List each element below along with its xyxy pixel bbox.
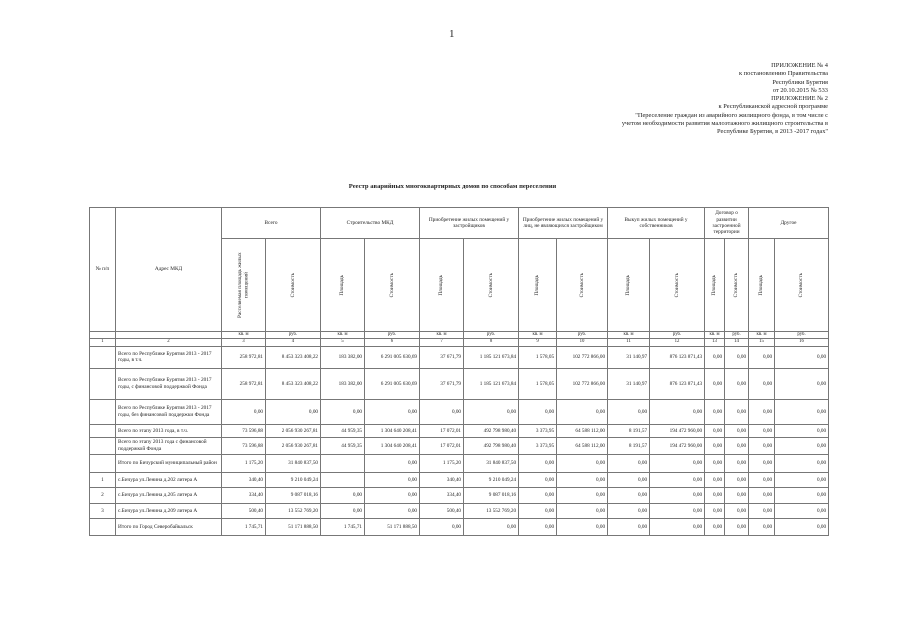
value-cell: 0,00 [464, 399, 519, 424]
value-cell: 0,00 [749, 454, 775, 472]
value-cell: 334,40 [222, 487, 266, 503]
subheader-area-label: Площадь [534, 274, 541, 296]
value-cell: 0,00 [775, 503, 829, 518]
value-cell: 0,00 [775, 437, 829, 454]
row-address: Всего по Республике Бурятия 2013 - 2017 годы, без финансовой поддержки Фонда [116, 399, 222, 424]
subheader-cost-label: Стоимость [673, 272, 680, 298]
value-cell: 1 578,05 [519, 346, 557, 368]
column-number-cell: 3 [222, 339, 266, 346]
value-cell: 876 123 871,43 [650, 346, 705, 368]
value-cell: 0,00 [705, 472, 725, 487]
column-number-cell: 13 [705, 339, 725, 346]
value-cell: 0,00 [775, 424, 829, 437]
table-row [90, 487, 829, 503]
value-cell: 3 373,95 [519, 437, 557, 454]
subheader-area-label: Площадь [758, 274, 765, 296]
unit-cell: руб. [557, 332, 608, 339]
subheader-cost [650, 239, 705, 332]
column-number-cell: 12 [650, 339, 705, 346]
row-index [90, 368, 116, 399]
value-cell: 0,00 [608, 518, 650, 535]
column-number-cell: 11 [608, 339, 650, 346]
value-cell: 0,00 [365, 454, 420, 472]
value-cell: 492 798 980,40 [464, 424, 519, 437]
header-line: к Республиканской адресной программе [718, 103, 828, 111]
table-row [90, 346, 829, 368]
value-cell: 876 123 871,43 [650, 368, 705, 399]
value-cell: 8 453 323 408,22 [266, 346, 321, 368]
value-cell: 0,00 [365, 472, 420, 487]
value-cell: 37 671,79 [420, 368, 464, 399]
value-cell: 0,00 [705, 518, 725, 535]
value-cell: 8 453 323 408,22 [266, 368, 321, 399]
column-header-address: Адрес МКД [116, 208, 222, 332]
value-cell: 0,00 [266, 399, 321, 424]
subheader-cost-label: Стоимость [798, 272, 805, 298]
value-cell: 0,00 [608, 399, 650, 424]
unit-cell: кв. м [321, 332, 365, 339]
header-line: к постановлению Правительства [738, 70, 828, 78]
row-address: с.Бичура ул.Ленина д.202 литера А [116, 472, 222, 487]
column-number-row [90, 339, 829, 346]
value-cell: 1 304 640 208,41 [365, 437, 420, 454]
subheader-cost-label: Стоимость [578, 272, 585, 298]
value-cell: 73 596,88 [222, 437, 266, 454]
value-cell: 3 373,95 [519, 424, 557, 437]
value-cell: 1 578,05 [519, 368, 557, 399]
subheader-cost-label: Стоимость [289, 272, 296, 298]
document-title: Реестр аварийных многоквартирных домов по способам переселения [348, 183, 557, 190]
header-line: учетом необходимости развития малоэтажного жилищного строительства в [621, 120, 828, 128]
row-index: 3 [90, 503, 116, 518]
value-cell: 0,00 [519, 503, 557, 518]
value-cell: 492 798 980,40 [464, 437, 519, 454]
table-row [90, 454, 829, 472]
value-cell: 1 175,20 [420, 454, 464, 472]
value-cell: 0,00 [725, 518, 749, 535]
value-cell: 2 056 930 267,81 [266, 424, 321, 437]
value-cell: 0,00 [775, 368, 829, 399]
header-line: Республике Бурятия, в 2013 -2017 годах" [717, 128, 828, 136]
value-cell: 0,00 [725, 437, 749, 454]
value-cell: 334,40 [420, 487, 464, 503]
table-row [90, 368, 829, 399]
row-index: 1 [90, 472, 116, 487]
value-cell: 0,00 [557, 487, 608, 503]
header-line: ПРИЛОЖЕНИЕ № 2 [771, 95, 828, 103]
page-number: 1 [449, 28, 455, 40]
value-cell: 0,00 [420, 399, 464, 424]
value-cell: 183 382,00 [321, 368, 365, 399]
row-index [90, 399, 116, 424]
value-cell: 0,00 [365, 399, 420, 424]
value-cell: 0,00 [775, 487, 829, 503]
value-cell: 0,00 [365, 503, 420, 518]
subheader-cost-label: Стоимость [733, 272, 740, 298]
value-cell: 0,00 [464, 518, 519, 535]
table-row [90, 503, 829, 518]
header-line: "Переселение граждан из аварийного жилищного фонда, в том числе с [635, 111, 828, 119]
approval-header [528, 62, 828, 137]
row-index [90, 424, 116, 437]
subheader-area-label: Площадь [438, 274, 445, 296]
value-cell: 0,00 [557, 518, 608, 535]
value-cell: 0,00 [705, 424, 725, 437]
value-cell: 0,00 [420, 518, 464, 535]
subheader-cost [266, 239, 321, 332]
value-cell: 0,00 [725, 399, 749, 424]
subheader-area [608, 239, 650, 332]
value-cell: 0,00 [519, 487, 557, 503]
value-cell: 102 772 866,00 [557, 346, 608, 368]
row-address: Всего по Республике Бурятия 2013 - 2017 годы, с финансовой поддержкой Фонда [116, 368, 222, 399]
table-row [90, 518, 829, 535]
row-index: 2 [90, 487, 116, 503]
value-cell: 183 382,00 [321, 346, 365, 368]
header-line: от 20.10.2015 № 533 [772, 86, 828, 94]
value-cell: 0,00 [557, 472, 608, 487]
value-cell: 500,40 [222, 503, 266, 518]
group-header-buyout: Выкуп жилых помещений у собственников [608, 208, 705, 239]
unit-cell: руб. [775, 332, 829, 339]
unit-cell: руб. [464, 332, 519, 339]
subheader-area [749, 239, 775, 332]
value-cell: 1 745,71 [321, 518, 365, 535]
value-cell: 258 972,81 [222, 368, 266, 399]
value-cell: 51 171 888,50 [266, 518, 321, 535]
value-cell: 0,00 [749, 346, 775, 368]
unit-cell: кв. м [749, 332, 775, 339]
value-cell: 0,00 [749, 368, 775, 399]
unit-cell: кв. м [420, 332, 464, 339]
value-cell: 1 185 121 673,84 [464, 368, 519, 399]
value-cell: 1 175,20 [222, 454, 266, 472]
unit-cell: руб. [725, 332, 749, 339]
subheader-area-label: Площадь [625, 274, 632, 296]
column-header-number: № п/п [90, 208, 116, 332]
value-cell: 0,00 [705, 503, 725, 518]
value-cell: 0,00 [608, 503, 650, 518]
value-cell: 102 772 866,00 [557, 368, 608, 399]
value-cell: 1 304 640 208,41 [365, 424, 420, 437]
value-cell: 0,00 [725, 424, 749, 437]
value-cell: 0,00 [725, 472, 749, 487]
subheader-cost [365, 239, 420, 332]
value-cell: 9 087 018,16 [464, 487, 519, 503]
value-cell: 0,00 [725, 503, 749, 518]
subheader-area [705, 239, 725, 332]
value-cell: 0,00 [557, 503, 608, 518]
value-cell: 258 972,81 [222, 346, 266, 368]
subheader-cost-label: Стоимость [487, 272, 494, 298]
value-cell: 0,00 [321, 503, 365, 518]
value-cell: 0,00 [749, 487, 775, 503]
value-cell: 31 840 837,50 [266, 454, 321, 472]
header-line: Республики Бурятия [772, 78, 828, 86]
value-cell: 0,00 [650, 503, 705, 518]
header-line: ПРИЛОЖЕНИЕ № 4 [771, 62, 828, 69]
value-cell: 0,00 [650, 518, 705, 535]
group-header-total: Всего [222, 208, 321, 239]
value-cell: 0,00 [321, 399, 365, 424]
value-cell: 8 191,57 [608, 437, 650, 454]
value-cell: 0,00 [222, 399, 266, 424]
value-cell: 9 087 018,16 [266, 487, 321, 503]
value-cell: 31 140,97 [608, 346, 650, 368]
value-cell [321, 454, 365, 472]
value-cell: 0,00 [775, 346, 829, 368]
value-cell: 64 588 112,00 [557, 424, 608, 437]
value-cell: 0,00 [725, 368, 749, 399]
value-cell: 194 472 960,00 [650, 437, 705, 454]
units-row [90, 332, 829, 339]
value-cell: 13 552 769,20 [266, 503, 321, 518]
unit-cell: руб. [266, 332, 321, 339]
value-cell: 37 671,79 [420, 346, 464, 368]
group-header-other: Другое [749, 208, 829, 239]
row-index [90, 518, 116, 535]
value-cell: 194 472 960,00 [650, 424, 705, 437]
column-number-cell: 9 [519, 339, 557, 346]
table-row [90, 399, 829, 424]
column-number-cell: 2 [116, 339, 222, 346]
subheader-area [222, 239, 266, 332]
group-header-territory-development: Договор о развитии застроенной территории [705, 208, 749, 239]
group-header-purchase-non-developers: Приобретение жилых помещений у лиц, не являющихся застройщиком [519, 208, 608, 239]
unit-cell: кв. м [608, 332, 650, 339]
subheader-cost [557, 239, 608, 332]
value-cell: 0,00 [705, 346, 725, 368]
value-cell: 31 840 837,50 [464, 454, 519, 472]
value-cell: 0,00 [705, 437, 725, 454]
subheader-cost [464, 239, 519, 332]
value-cell: 0,00 [519, 454, 557, 472]
value-cell: 13 552 769,20 [464, 503, 519, 518]
table-row [90, 437, 829, 454]
value-cell: 73 596,88 [222, 424, 266, 437]
row-index [90, 346, 116, 368]
value-cell: 0,00 [775, 472, 829, 487]
value-cell: 0,00 [650, 454, 705, 472]
value-cell: 0,00 [705, 454, 725, 472]
column-number-cell: 15 [749, 339, 775, 346]
row-address: Всего по этапу 2013 года, в т.ч. [116, 424, 222, 437]
value-cell: 44 959,35 [321, 437, 365, 454]
table-row [90, 472, 829, 487]
row-index [90, 437, 116, 454]
value-cell: 51 171 888,50 [365, 518, 420, 535]
value-cell: 0,00 [775, 399, 829, 424]
column-number-cell: 5 [321, 339, 365, 346]
value-cell: 17 072,01 [420, 424, 464, 437]
row-address: Всего по Республике Бурятия 2013 - 2017 годы, в т.ч. [116, 346, 222, 368]
row-address: Всего по этапу 2013 года с финансовой поддержкой Фонда [116, 437, 222, 454]
value-cell: 0,00 [519, 518, 557, 535]
column-number-cell: 8 [464, 339, 519, 346]
column-number-cell: 6 [365, 339, 420, 346]
subheader-area [420, 239, 464, 332]
value-cell: 500,40 [420, 503, 464, 518]
unit-cell: кв. м [705, 332, 725, 339]
value-cell: 340,40 [222, 472, 266, 487]
value-cell: 8 191,57 [608, 424, 650, 437]
value-cell: 1 185 121 673,84 [464, 346, 519, 368]
value-cell: 0,00 [321, 487, 365, 503]
row-address: с.Бичура ул.Ленина д.205 литера А [116, 487, 222, 503]
value-cell: 0,00 [705, 368, 725, 399]
value-cell: 0,00 [705, 399, 725, 424]
value-cell [321, 472, 365, 487]
unit-cell: кв. м [222, 332, 266, 339]
registry-table [89, 207, 829, 536]
column-number-cell: 4 [266, 339, 321, 346]
table-row [90, 424, 829, 437]
value-cell: 0,00 [725, 487, 749, 503]
row-index [90, 454, 116, 472]
group-header-purchase-developers: Приобретение жилых помещений у застройщиков [420, 208, 519, 239]
value-cell: 0,00 [749, 399, 775, 424]
unit-cell: кв. м [519, 332, 557, 339]
value-cell: 0,00 [608, 487, 650, 503]
subheader-area-label: Расселяемая площадь жилых помещений [237, 252, 250, 318]
value-cell: 0,00 [775, 518, 829, 535]
column-number-cell: 1 [90, 339, 116, 346]
column-number-cell: 10 [557, 339, 608, 346]
value-cell: 6 291 005 630,69 [365, 346, 420, 368]
value-cell: 0,00 [365, 487, 420, 503]
value-cell: 0,00 [749, 518, 775, 535]
value-cell: 0,00 [608, 454, 650, 472]
value-cell: 64 588 112,00 [557, 437, 608, 454]
value-cell: 0,00 [705, 487, 725, 503]
value-cell: 0,00 [650, 472, 705, 487]
value-cell: 17 072,01 [420, 437, 464, 454]
value-cell: 0,00 [749, 437, 775, 454]
value-cell: 0,00 [749, 424, 775, 437]
value-cell: 44 959,35 [321, 424, 365, 437]
column-number-cell: 16 [775, 339, 829, 346]
column-number-cell: 7 [420, 339, 464, 346]
group-header-construction: Строительство МКД [321, 208, 420, 239]
value-cell: 9 210 049,24 [464, 472, 519, 487]
value-cell: 31 140,97 [608, 368, 650, 399]
row-address: с.Бичура ул.Ленина д.209 литера А [116, 503, 222, 518]
value-cell: 0,00 [608, 472, 650, 487]
value-cell: 9 210 049,24 [266, 472, 321, 487]
subheader-area-label: Площадь [339, 274, 346, 296]
value-cell: 0,00 [725, 346, 749, 368]
value-cell: 0,00 [775, 454, 829, 472]
unit-cell: руб. [650, 332, 705, 339]
value-cell: 2 056 930 267,81 [266, 437, 321, 454]
value-cell: 1 745,71 [222, 518, 266, 535]
value-cell: 0,00 [519, 472, 557, 487]
row-address: Итого по Бичурский муниципальный район [116, 454, 222, 472]
unit-cell: руб. [365, 332, 420, 339]
subheader-area [321, 239, 365, 332]
value-cell: 0,00 [749, 503, 775, 518]
value-cell: 0,00 [650, 487, 705, 503]
value-cell: 0,00 [749, 472, 775, 487]
value-cell: 0,00 [725, 454, 749, 472]
value-cell: 6 291 005 630,69 [365, 368, 420, 399]
subheader-area-label: Площадь [711, 274, 718, 296]
value-cell: 0,00 [650, 399, 705, 424]
value-cell: 0,00 [557, 399, 608, 424]
value-cell: 340,40 [420, 472, 464, 487]
row-address: Итого по Город Северобайкальск [116, 518, 222, 535]
value-cell: 0,00 [519, 399, 557, 424]
subheader-cost [775, 239, 829, 332]
column-number-cell: 14 [725, 339, 749, 346]
subheader-area [519, 239, 557, 332]
value-cell: 0,00 [557, 454, 608, 472]
subheader-cost [725, 239, 749, 332]
subheader-cost-label: Стоимость [388, 272, 395, 298]
